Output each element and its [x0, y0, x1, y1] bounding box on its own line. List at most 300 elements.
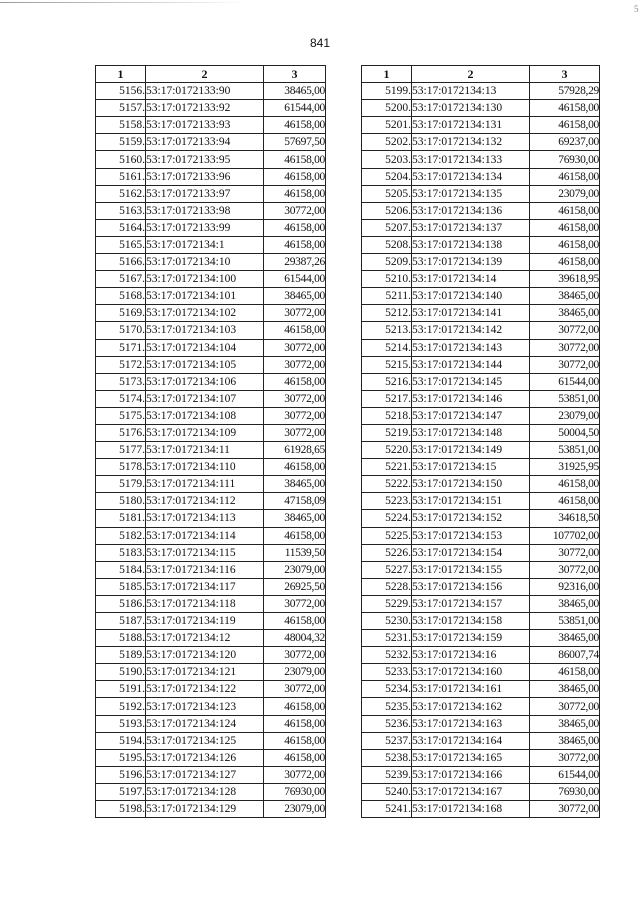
cadastral-value: 92316,00 [530, 578, 600, 595]
cadastral-number: 53:17:0172134:140 [412, 288, 530, 305]
row-number: 5240. [362, 783, 412, 800]
cadastral-number: 53:17:0172134:100 [146, 271, 264, 288]
table-row [362, 476, 600, 493]
cadastral-number: 53:17:0172133:95 [146, 151, 264, 168]
cadastral-value: 46158,00 [264, 613, 326, 630]
table-row [362, 305, 600, 322]
cadastral-number: 53:17:0172134:110 [146, 459, 264, 476]
cadastral-number: 53:17:0172134:156 [412, 578, 530, 595]
table-row [362, 459, 600, 476]
cadastral-value: 38465,00 [530, 288, 600, 305]
cadastral-number: 53:17:0172134:119 [146, 613, 264, 630]
cadastral-value: 47158,09 [264, 493, 326, 510]
table-row [362, 664, 600, 681]
table-row [96, 578, 326, 595]
row-number: 5231. [362, 630, 412, 647]
cadastral-value: 30772,00 [264, 647, 326, 664]
cadastral-value: 50004,50 [530, 424, 600, 441]
scan-artifact-line [0, 2, 245, 3]
table-row [96, 117, 326, 134]
table-row [362, 749, 600, 766]
cadastral-value: 38465,00 [264, 476, 326, 493]
table-row [96, 373, 326, 390]
cadastral-number: 53:17:0172134:113 [146, 510, 264, 527]
row-number: 5210. [362, 271, 412, 288]
cadastral-value: 38465,00 [530, 732, 600, 749]
cadastral-value: 30772,00 [264, 681, 326, 698]
table-row [362, 527, 600, 544]
table-row [362, 613, 600, 630]
table-row [362, 681, 600, 698]
cadastral-value: 38465,00 [530, 715, 600, 732]
table-row [96, 630, 326, 647]
table-row [96, 783, 326, 800]
table-row [362, 766, 600, 783]
row-number: 5198. [96, 801, 146, 818]
cadastral-value: 46158,00 [530, 117, 600, 134]
row-number: 5168. [96, 288, 146, 305]
row-number: 5175. [96, 407, 146, 424]
cadastral-number: 53:17:0172134:117 [146, 578, 264, 595]
row-number: 5174. [96, 390, 146, 407]
cadastral-value: 46158,00 [264, 236, 326, 253]
cadastral-value: 61544,00 [264, 271, 326, 288]
cadastral-number: 53:17:0172134:114 [146, 527, 264, 544]
cadastral-value: 76930,00 [530, 151, 600, 168]
row-number: 5214. [362, 339, 412, 356]
cadastral-value: 38465,00 [530, 305, 600, 322]
cadastral-value: 46158,00 [264, 715, 326, 732]
table-row [362, 356, 600, 373]
cadastral-number: 53:17:0172134:132 [412, 134, 530, 151]
row-number: 5190. [96, 664, 146, 681]
table-row [362, 493, 600, 510]
cadastral-number: 53:17:0172133:98 [146, 202, 264, 219]
row-number: 5166. [96, 254, 146, 271]
cadastral-number: 53:17:0172134:134 [412, 168, 530, 185]
cadastral-value: 30772,00 [264, 202, 326, 219]
cadastral-number: 53:17:0172134:161 [412, 681, 530, 698]
row-number: 5156. [96, 83, 146, 100]
cadastral-number: 53:17:0172134:164 [412, 732, 530, 749]
table-row [362, 134, 600, 151]
cadastral-value: 29387,26 [264, 254, 326, 271]
cadastral-number: 53:17:0172134:166 [412, 766, 530, 783]
row-number: 5204. [362, 168, 412, 185]
cadastral-value: 39618,95 [530, 271, 600, 288]
row-number: 5236. [362, 715, 412, 732]
header-col-3: 3 [530, 66, 600, 83]
cadastral-number: 53:17:0172134:167 [412, 783, 530, 800]
table-row [96, 339, 326, 356]
cadastral-value: 38465,00 [264, 83, 326, 100]
row-number: 5176. [96, 424, 146, 441]
table-row [96, 732, 326, 749]
cadastral-value: 46158,00 [264, 732, 326, 749]
cadastral-value: 30772,00 [530, 544, 600, 561]
cadastral-value: 23079,00 [530, 185, 600, 202]
table-row [362, 698, 600, 715]
cadastral-number: 53:17:0172133:94 [146, 134, 264, 151]
table-row [362, 510, 600, 527]
row-number: 5186. [96, 595, 146, 612]
row-number: 5194. [96, 732, 146, 749]
table-header-row [96, 66, 326, 83]
cadastral-number: 53:17:0172134:129 [146, 801, 264, 818]
table-row [96, 424, 326, 441]
header-col-1: 1 [96, 66, 146, 83]
cadastral-number: 53:17:0172134:130 [412, 100, 530, 117]
row-number: 5235. [362, 698, 412, 715]
row-number: 5220. [362, 442, 412, 459]
cadastral-value: 30772,00 [264, 766, 326, 783]
table-row [362, 339, 600, 356]
table-row [96, 476, 326, 493]
row-number: 5178. [96, 459, 146, 476]
row-number: 5218. [362, 407, 412, 424]
table-row [362, 578, 600, 595]
row-number: 5187. [96, 613, 146, 630]
table-row [96, 83, 326, 100]
row-number: 5182. [96, 527, 146, 544]
table-row [362, 715, 600, 732]
row-number: 5158. [96, 117, 146, 134]
row-number: 5196. [96, 766, 146, 783]
cadastral-number: 53:17:0172134:148 [412, 424, 530, 441]
header-col-3: 3 [264, 66, 326, 83]
row-number: 5197. [96, 783, 146, 800]
table-row [96, 698, 326, 715]
row-number: 5223. [362, 493, 412, 510]
cadastral-value: 61928,65 [264, 442, 326, 459]
cadastral-value: 30772,00 [530, 339, 600, 356]
table-row [362, 390, 600, 407]
cadastral-value: 38465,00 [264, 288, 326, 305]
cadastral-number: 53:17:0172134:163 [412, 715, 530, 732]
cadastral-number: 53:17:0172134:123 [146, 698, 264, 715]
table-row [96, 219, 326, 236]
cadastral-value: 30772,00 [530, 749, 600, 766]
row-number: 5179. [96, 476, 146, 493]
cadastral-value: 30772,00 [264, 339, 326, 356]
cadastral-value: 46158,00 [264, 219, 326, 236]
cadastral-number: 53:17:0172134:10 [146, 254, 264, 271]
corner-mark: 5 [634, 4, 639, 14]
table-row [362, 168, 600, 185]
row-number: 5203. [362, 151, 412, 168]
cadastral-number: 53:17:0172134:133 [412, 151, 530, 168]
table-row [96, 288, 326, 305]
cadastral-number: 53:17:0172134:112 [146, 493, 264, 510]
cadastral-value: 11539,50 [264, 544, 326, 561]
table-row [96, 510, 326, 527]
cadastral-value: 53851,00 [530, 390, 600, 407]
table-row [96, 766, 326, 783]
table-row [362, 442, 600, 459]
table-row [96, 647, 326, 664]
table-row [96, 527, 326, 544]
table-row [96, 715, 326, 732]
cadastral-number: 53:17:0172134:146 [412, 390, 530, 407]
row-number: 5207. [362, 219, 412, 236]
table-row [96, 459, 326, 476]
cadastral-value: 57697,50 [264, 134, 326, 151]
cadastral-value: 46158,00 [264, 322, 326, 339]
table-row [96, 801, 326, 818]
cadastral-value: 38465,00 [530, 681, 600, 698]
cadastral-number: 53:17:0172134:115 [146, 544, 264, 561]
table-row [96, 202, 326, 219]
cadastral-number: 53:17:0172134:103 [146, 322, 264, 339]
cadastral-number: 53:17:0172134:160 [412, 664, 530, 681]
table-row [362, 236, 600, 253]
cadastral-number: 53:17:0172134:125 [146, 732, 264, 749]
table-row [362, 117, 600, 134]
row-number: 5227. [362, 561, 412, 578]
table-row [96, 100, 326, 117]
cadastral-number: 53:17:0172133:93 [146, 117, 264, 134]
cadastral-number: 53:17:0172134:124 [146, 715, 264, 732]
row-number: 5165. [96, 236, 146, 253]
row-number: 5234. [362, 681, 412, 698]
cadastral-value: 46158,00 [264, 698, 326, 715]
row-number: 5199. [362, 83, 412, 100]
cadastral-value: 30772,00 [530, 698, 600, 715]
cadastral-number: 53:17:0172134:127 [146, 766, 264, 783]
cadastral-value: 30772,00 [264, 595, 326, 612]
row-number: 5193. [96, 715, 146, 732]
cadastral-number: 53:17:0172134:144 [412, 356, 530, 373]
cadastral-value: 30772,00 [264, 407, 326, 424]
table-row [96, 749, 326, 766]
cadastral-value: 46158,00 [264, 527, 326, 544]
row-number: 5202. [362, 134, 412, 151]
cadastral-number: 53:17:0172133:92 [146, 100, 264, 117]
cadastral-value: 46158,00 [530, 219, 600, 236]
table-row [362, 801, 600, 818]
table-row [96, 322, 326, 339]
table-row [362, 407, 600, 424]
table-row [362, 424, 600, 441]
header-col-1: 1 [362, 66, 412, 83]
cadastral-number: 53:17:0172133:96 [146, 168, 264, 185]
cadastral-number: 53:17:0172134:165 [412, 749, 530, 766]
table-row [96, 305, 326, 322]
cadastral-number: 53:17:0172134:141 [412, 305, 530, 322]
row-number: 5188. [96, 630, 146, 647]
cadastral-number: 53:17:0172134:135 [412, 185, 530, 202]
cadastral-number: 53:17:0172133:99 [146, 219, 264, 236]
cadastral-value: 46158,00 [264, 749, 326, 766]
row-number: 5238. [362, 749, 412, 766]
table-row [96, 356, 326, 373]
cadastral-number: 53:17:0172134:108 [146, 407, 264, 424]
table-row [362, 595, 600, 612]
row-number: 5183. [96, 544, 146, 561]
table-row [362, 83, 600, 100]
cadastral-value: 30772,00 [264, 356, 326, 373]
cadastral-value: 46158,00 [530, 202, 600, 219]
cadastral-value: 38465,00 [264, 510, 326, 527]
header-col-2: 2 [146, 66, 264, 83]
row-number: 5230. [362, 613, 412, 630]
cadastral-number: 53:17:0172134:155 [412, 561, 530, 578]
cadastral-value: 53851,00 [530, 442, 600, 459]
row-number: 5191. [96, 681, 146, 698]
cadastral-number: 53:17:0172134:104 [146, 339, 264, 356]
table-row [96, 151, 326, 168]
row-number: 5224. [362, 510, 412, 527]
cadastral-value: 34618,50 [530, 510, 600, 527]
row-number: 5217. [362, 390, 412, 407]
table-row [96, 134, 326, 151]
row-number: 5215. [362, 356, 412, 373]
table-header-row [362, 66, 600, 83]
row-number: 5216. [362, 373, 412, 390]
cadastral-value: 23079,00 [264, 561, 326, 578]
cadastral-value: 46158,00 [530, 254, 600, 271]
row-number: 5209. [362, 254, 412, 271]
cadastral-value: 76930,00 [264, 783, 326, 800]
cadastral-value: 38465,00 [530, 595, 600, 612]
table-row [96, 613, 326, 630]
row-number: 5232. [362, 647, 412, 664]
cadastral-value: 46158,00 [264, 185, 326, 202]
cadastral-number: 53:17:0172134:1 [146, 236, 264, 253]
row-number: 5219. [362, 424, 412, 441]
cadastral-value: 46158,00 [264, 151, 326, 168]
cadastral-number: 53:17:0172134:13 [412, 83, 530, 100]
cadastral-number: 53:17:0172134:120 [146, 647, 264, 664]
row-number: 5195. [96, 749, 146, 766]
cadastral-number: 53:17:0172134:136 [412, 202, 530, 219]
row-number: 5167. [96, 271, 146, 288]
cadastral-value: 61544,00 [530, 766, 600, 783]
cadastral-number: 53:17:0172134:107 [146, 390, 264, 407]
row-number: 5213. [362, 322, 412, 339]
cadastral-value: 23079,00 [264, 664, 326, 681]
cadastral-number: 53:17:0172134:138 [412, 236, 530, 253]
cadastral-number: 53:17:0172134:12 [146, 630, 264, 647]
cadastral-value: 46158,00 [264, 117, 326, 134]
row-number: 5201. [362, 117, 412, 134]
cadastral-value: 46158,00 [530, 493, 600, 510]
row-number: 5173. [96, 373, 146, 390]
cadastral-value: 30772,00 [264, 424, 326, 441]
cadastral-value: 30772,00 [530, 356, 600, 373]
table-row [96, 561, 326, 578]
cadastral-value: 26925,50 [264, 578, 326, 595]
cadastral-number: 53:17:0172134:159 [412, 630, 530, 647]
cadastral-number: 53:17:0172134:152 [412, 510, 530, 527]
cadastral-value: 23079,00 [530, 407, 600, 424]
cadastral-number: 53:17:0172134:106 [146, 373, 264, 390]
cadastral-number: 53:17:0172134:109 [146, 424, 264, 441]
cadastral-number: 53:17:0172134:15 [412, 459, 530, 476]
row-number: 5181. [96, 510, 146, 527]
row-number: 5239. [362, 766, 412, 783]
registry-table-left [95, 65, 326, 818]
table-row [96, 168, 326, 185]
cadastral-number: 53:17:0172134:154 [412, 544, 530, 561]
table-row [362, 100, 600, 117]
row-number: 5159. [96, 134, 146, 151]
cadastral-value: 23079,00 [264, 801, 326, 818]
row-number: 5206. [362, 202, 412, 219]
row-number: 5172. [96, 356, 146, 373]
cadastral-value: 69237,00 [530, 134, 600, 151]
table-row [362, 732, 600, 749]
cadastral-number: 53:17:0172134:157 [412, 595, 530, 612]
cadastral-value: 61544,00 [530, 373, 600, 390]
row-number: 5185. [96, 578, 146, 595]
row-number: 5189. [96, 647, 146, 664]
row-number: 5177. [96, 442, 146, 459]
table-row [362, 219, 600, 236]
table-row [362, 544, 600, 561]
cadastral-value: 61544,00 [264, 100, 326, 117]
page-number: 841 [309, 36, 331, 50]
row-number: 5160. [96, 151, 146, 168]
cadastral-value: 46158,00 [264, 459, 326, 476]
row-number: 5237. [362, 732, 412, 749]
table-row [96, 595, 326, 612]
cadastral-number: 53:17:0172134:131 [412, 117, 530, 134]
row-number: 5212. [362, 305, 412, 322]
cadastral-number: 53:17:0172134:101 [146, 288, 264, 305]
cadastral-number: 53:17:0172134:162 [412, 698, 530, 715]
cadastral-value: 30772,00 [530, 322, 600, 339]
table-row [362, 783, 600, 800]
cadastral-value: 46158,00 [530, 100, 600, 117]
cadastral-number: 53:17:0172134:153 [412, 527, 530, 544]
cadastral-value: 57928,29 [530, 83, 600, 100]
row-number: 5157. [96, 100, 146, 117]
table-row [96, 271, 326, 288]
cadastral-value: 30772,00 [530, 561, 600, 578]
header-col-2: 2 [412, 66, 530, 83]
row-number: 5208. [362, 236, 412, 253]
table-row [96, 390, 326, 407]
row-number: 5161. [96, 168, 146, 185]
cadastral-number: 53:17:0172134:150 [412, 476, 530, 493]
table-row [362, 630, 600, 647]
table-row [362, 561, 600, 578]
table-row [362, 151, 600, 168]
table-row [96, 407, 326, 424]
cadastral-number: 53:17:0172134:16 [412, 647, 530, 664]
row-number: 5164. [96, 219, 146, 236]
cadastral-number: 53:17:0172133:90 [146, 83, 264, 100]
registry-table-right [361, 65, 600, 818]
table-row [96, 254, 326, 271]
table-row [96, 493, 326, 510]
cadastral-number: 53:17:0172134:122 [146, 681, 264, 698]
row-number: 5211. [362, 288, 412, 305]
cadastral-value: 46158,00 [530, 168, 600, 185]
cadastral-number: 53:17:0172134:168 [412, 801, 530, 818]
cadastral-value: 30772,00 [530, 801, 600, 818]
row-number: 5233. [362, 664, 412, 681]
table-row [96, 442, 326, 459]
row-number: 5205. [362, 185, 412, 202]
cadastral-number: 53:17:0172134:118 [146, 595, 264, 612]
cadastral-value: 46158,00 [530, 236, 600, 253]
cadastral-number: 53:17:0172134:102 [146, 305, 264, 322]
row-number: 5192. [96, 698, 146, 715]
row-number: 5169. [96, 305, 146, 322]
row-number: 5200. [362, 100, 412, 117]
